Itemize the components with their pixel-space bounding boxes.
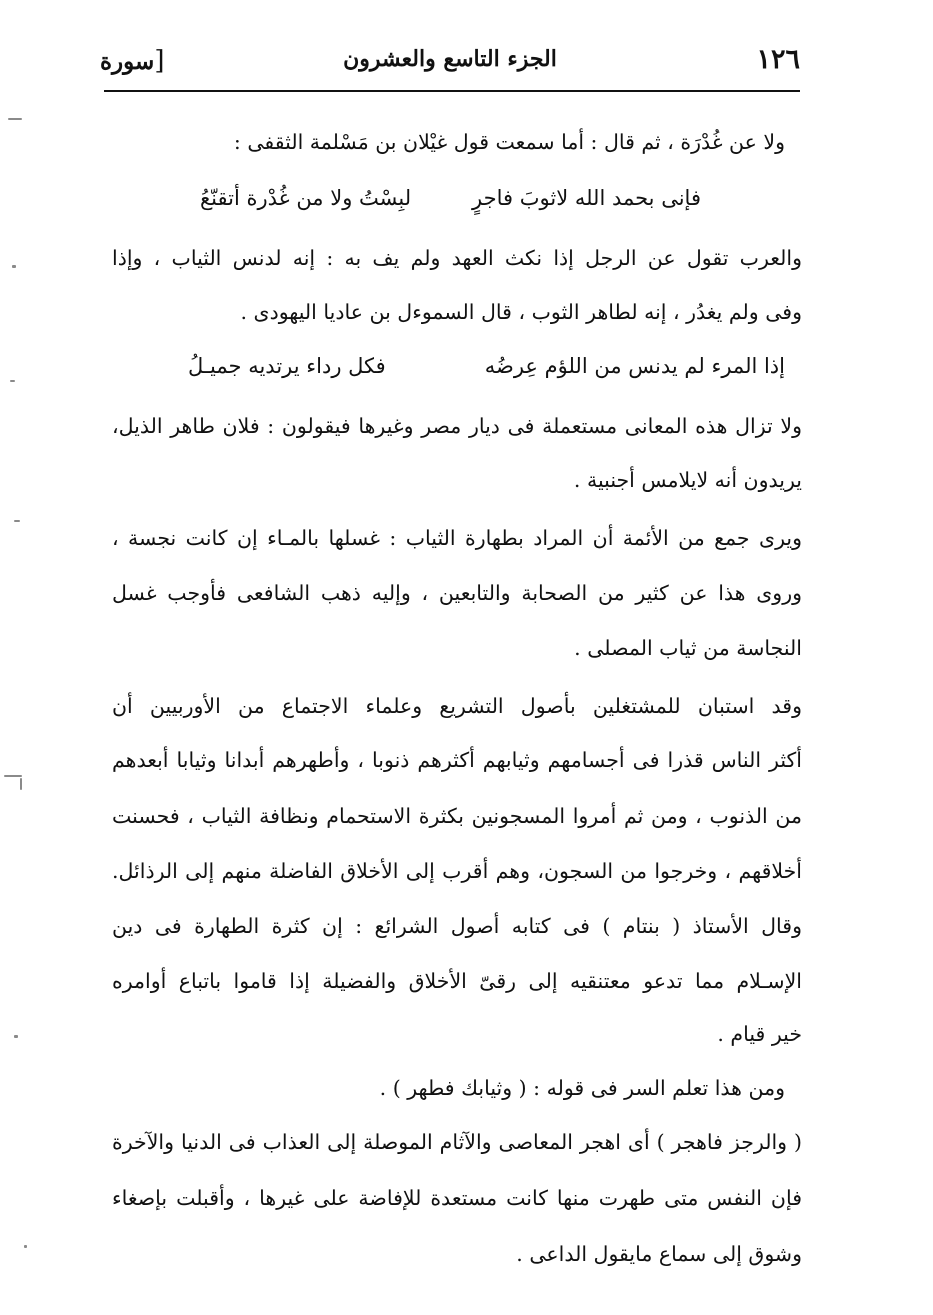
page-header [100,40,800,84]
scan-speck [20,778,22,790]
scan-speck [24,1245,27,1248]
scan-speck [4,775,22,777]
text-line: أكثر الناس قذرا فى أجسامهم وثيابهم أكثرهم ذنوبا ، وأطهرهم أبدانا وثيابا أبعدهم [112,748,802,772]
text-line: أخلاقهم ، وخرجوا من السجون، وهم أقرب إلى الأخلاق الفاضلة منهم إلى الرذائل. [112,859,802,883]
sura-name: سورة [100,48,155,75]
text-line: النجاسة من ثياب المصلى . [574,636,802,660]
sura-bracket: [ [154,46,165,76]
text-line: وفى ولم يغدُر ، إنه لطاهر الثوب ، قال السموءل بن عاديا اليهودى . [240,300,802,324]
scan-speck [14,1035,18,1038]
text-line: فإن النفس متى طهرت منها كانت مستعدة للإفاضة على غيرها ، وأقبلت بإصغاء [112,1186,802,1210]
text-line: يريدون أنه لايلامس أجنبية . [573,468,802,492]
text-line: الإسـلام مما تدعو معتنقيه إلى رقىّ الأخلاق والفضيلة إذا قاموا باتباع أوامره [112,969,802,993]
text-line: ولا عن غُدْرَة ، ثم قال : أما سمعت قول غيْلان بن مَسْلمة الثقفى : [233,130,785,154]
sura-label [100,46,164,76]
text-line: ولا تزال هذه المعانى مستعملة فى ديار مصر وغيرها فيقولون : فلان طاهر الذيل، [112,414,802,438]
text-line: خير قيام . [717,1022,802,1046]
part-title: الجزء التاسع والعشرون [343,46,557,72]
verse-1-hemistich-2: لبِسْتُ ولا من غُدْرة أتقنّعُ [200,186,412,210]
text-line: وشوق إلى سماع مايقول الداعى . [516,1242,802,1266]
header-rule [104,90,800,92]
scan-speck [10,380,15,382]
verse-2-hemistich-1: إذا المرء لم يدنس من اللؤم عِرضُه [484,354,785,378]
text-line: وقال الأستاذ ( بنتام ) فى كتابه أصول الشرائع : إن كثرة الطهارة فى دين [112,914,802,938]
text-line: ويرى جمع من الأئمة أن المراد بطهارة الثياب : غسلها بالمـاء إن كانت نجسة ، [112,526,802,550]
scan-speck [14,520,20,522]
verse-1-hemistich-1: فإنى بحمد الله لاثوبَ فاجرٍ [472,186,701,210]
text-line: من الذنوب ، ومن ثم أمروا المسجونين بكثرة الاستحمام ونظافة الثياب ، فحسنت [112,804,802,828]
text-line: والعرب تقول عن الرجل إذا نكث العهد ولم يف به : إنه لدنس الثياب ، وإذا [112,246,802,270]
text-line: وقد استبان للمشتغلين بأصول التشريع وعلماء الاجتماع من الأوربيين أن [112,694,802,718]
text-line: وروى هذا عن كثير من الصحابة والتابعين ، وإليه ذهب الشافعى فأوجب غسل [112,581,802,605]
scan-speck [12,265,16,268]
text-line: ( والرجز فاهجر ) أى اهجر المعاصى والآثام الموصلة إلى العذاب فى الدنيا والآخرة [112,1130,802,1154]
scan-speck [8,118,22,120]
verse-2-hemistich-2: فكل رداء يرتديه جميـلُ [188,354,386,378]
text-line: ومن هذا تعلم السر فى قوله : ( وثيابك فطهر ) . [379,1076,785,1100]
page-number: ١٢٦ [756,44,800,75]
